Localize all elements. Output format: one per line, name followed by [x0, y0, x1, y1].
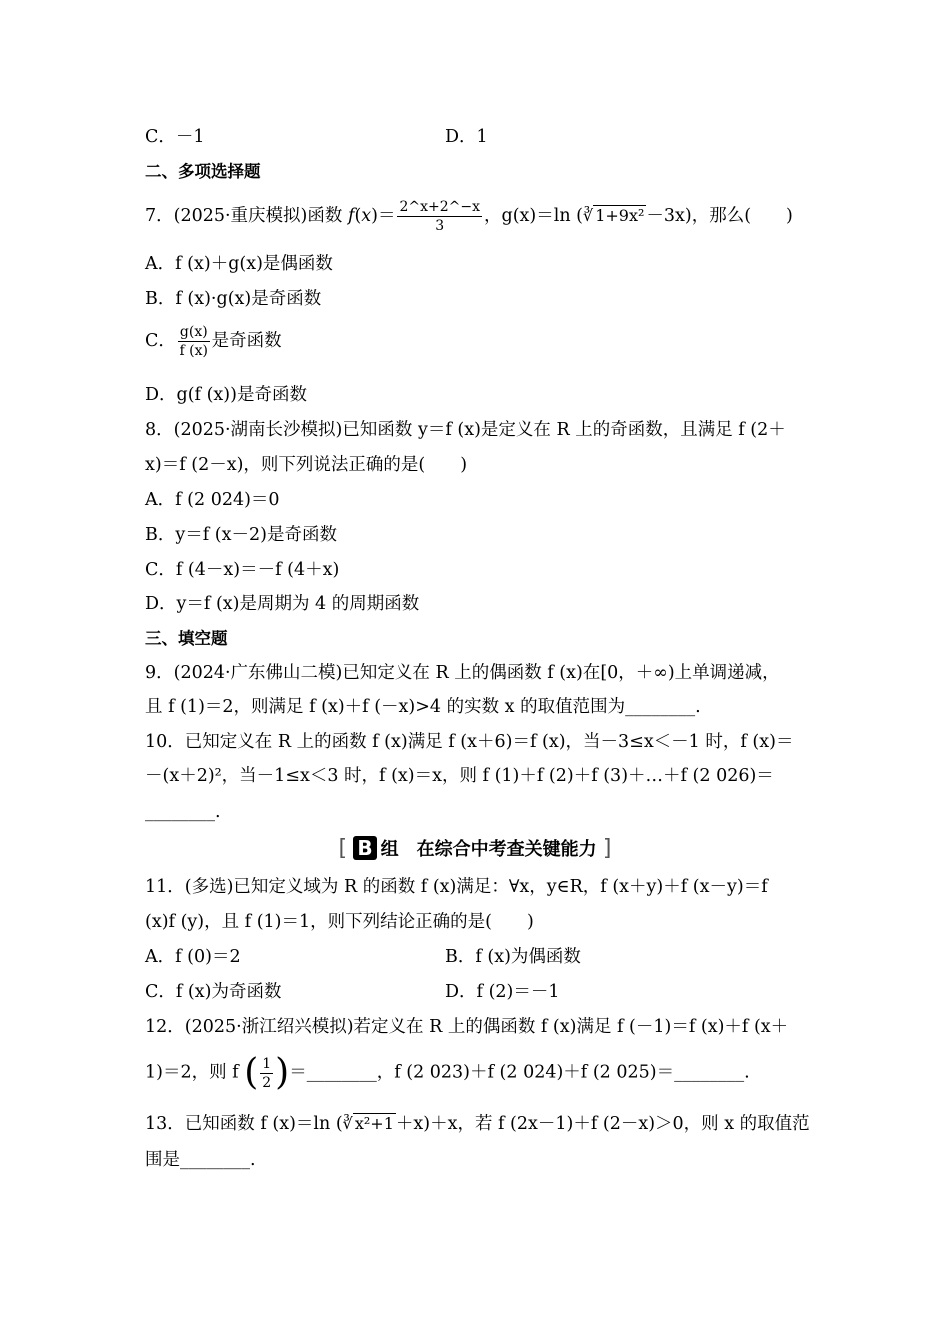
- q7-radical: ∛ 1+9x²: [582, 206, 645, 225]
- q11-option-a: A．f (0)＝2: [145, 947, 241, 967]
- q10-line1: 10．已知定义在 R 上的函数 f (x)满足 f (x＋6)＝f (x)，当－3≤x＜－1 时，f (x)＝: [145, 732, 794, 752]
- q7-radicand: 1+9x²: [595, 206, 645, 225]
- section-b-left-bracket: [: [338, 836, 348, 861]
- q12-fraction: [260, 1057, 273, 1090]
- q6-option-c: C．－1: [145, 127, 205, 147]
- q7-prefix: 7．(2025·重庆模拟)函数: [145, 206, 348, 226]
- q10-line2: －(x＋2)²，当－1≤x＜3 时，f (x)＝x，则 f (1)＋f (2)＋f (3)＋…＋f (2 026)＝: [145, 766, 774, 786]
- q7-suffix: －3x)，那么( ): [646, 206, 793, 226]
- q8-option-b: B．y＝f (x－2)是奇函数: [145, 525, 337, 545]
- q13-radicand: x²+1: [354, 1114, 394, 1133]
- q13-post: ＋x)＋x，若 f (2x－1)＋f (2－x)＞0，则 x 的取值范: [395, 1114, 810, 1134]
- q7-option-c: [145, 325, 810, 358]
- q7-option-b: B．f (x)·g(x)是奇函数: [145, 289, 322, 309]
- q13-radical: ∛ x²+1: [342, 1114, 394, 1133]
- q7-g-part: ，g(x)＝ln (: [484, 206, 583, 226]
- q7-fraction-denominator: 3: [435, 218, 445, 234]
- q12-line2: [145, 1052, 810, 1093]
- section-b-badge: B: [353, 836, 376, 860]
- q6-option-d: D．1: [445, 127, 488, 147]
- section-b-title: 组 在综合中考查关键能力: [380, 839, 597, 860]
- q12-line2-pre: 1)＝2，则 f: [145, 1062, 245, 1083]
- q8-option-a: A．f (2 024)＝0: [145, 490, 280, 510]
- q12-line2-post: ＝________，f (2 023)＋f (2 024)＋f (2 025)＝________.: [289, 1062, 750, 1083]
- q12-right-paren: ): [275, 1052, 290, 1093]
- q7-stem: 7．(2025·重庆模拟)函数 f(x)＝ $\frac{2\^{}x+2\^{}-x}{3}$ ，g(x)＝ln (∛ 1+9x² －3x)，那么( ): [145, 199, 793, 234]
- q13-line2: 围是________.: [145, 1150, 256, 1170]
- q7-option-c-suffix: 是奇函数: [211, 331, 282, 351]
- q7-option-a: A．f (x)＋g(x)是偶函数: [145, 254, 333, 274]
- q6-options: [145, 125, 810, 149]
- q12-left-paren: (: [244, 1052, 259, 1093]
- q12-fraction-denominator: 2: [262, 1074, 272, 1091]
- q8-option-c: C．f (4－x)＝－f (4＋x): [145, 560, 340, 580]
- q11-option-d: D．f (2)＝－1: [445, 982, 560, 1002]
- q7-option-c-label: C．: [145, 331, 176, 351]
- q7-option-c-denominator: f (x): [179, 343, 208, 359]
- q7-option-c-numerator: g(x): [179, 324, 208, 340]
- section-b-right-bracket: ]: [602, 836, 612, 861]
- q7-fraction-numerator: 2^x+2^−x: [399, 199, 480, 215]
- q13-line1: [145, 1112, 810, 1136]
- q7-option-d: D．g(f (x))是奇函数: [145, 385, 307, 405]
- q10-line3: ________.: [145, 802, 221, 822]
- q7-option-c-fraction: [178, 325, 210, 358]
- q9-line2: 且 f (1)＝2，则满足 f (x)＋f (－x)>4 的实数 x 的取值范围为________.: [145, 697, 701, 717]
- q11-options-row1: [145, 945, 810, 969]
- q11-option-b: B．f (x)为偶函数: [445, 947, 581, 967]
- section-b-header: [0, 835, 950, 861]
- section-3-title: 三、填空题: [145, 629, 228, 648]
- section-2-title: 二、多项选择题: [145, 162, 261, 181]
- q12-line1: 12．(2025·浙江绍兴模拟)若定义在 R 上的偶函数 f (x)满足 f (－1)＝f (x)＋f (x＋: [145, 1017, 789, 1037]
- q11-options-row2: [145, 980, 810, 1004]
- q8-option-d: D．y＝f (x)是周期为 4 的周期函数: [145, 594, 420, 614]
- q12-fraction-numerator: 1: [262, 1055, 272, 1072]
- q8-stem-line1: 8．(2025·湖南长沙模拟)已知函数 y＝f (x)是定义在 R 上的奇函数，且满足 f (2＋: [145, 420, 786, 440]
- q11-option-c: C．f (x)为奇函数: [145, 982, 282, 1002]
- q9-line1: 9．(2024·广东佛山二模)已知定义在 R 上的偶函数 f (x)在[0，＋∞)上单调递减，: [145, 663, 780, 683]
- q13-pre: 13．已知函数 f (x)＝ln (: [145, 1114, 343, 1134]
- q11-line1: 11．(多选)已知定义域为 R 的函数 f (x)满足：∀x，y∈R，f (x＋y)＋f (x－y)＝f: [145, 877, 768, 897]
- q8-stem-line2: x)＝f (2－x)，则下列说法正确的是( ): [145, 455, 468, 475]
- q7-fraction: [397, 200, 482, 233]
- q11-line2: (x)f (y)，且 f (1)＝1，则下列结论正确的是( ): [145, 912, 534, 932]
